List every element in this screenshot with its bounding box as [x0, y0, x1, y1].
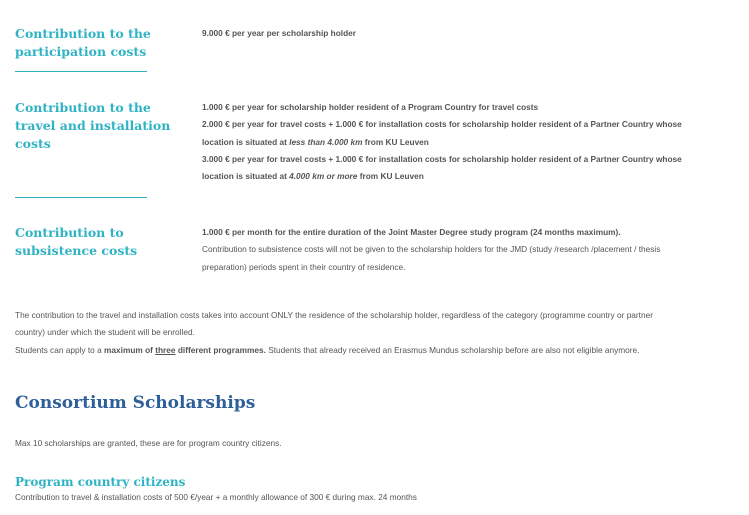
- travel-installation-desc: [202, 99, 732, 185]
- title-line: participation costs: [15, 44, 147, 59]
- title-line: travel and installation: [15, 118, 171, 133]
- divider: [15, 197, 147, 198]
- note-line: country) under which the student will be enrolled.: [15, 327, 195, 338]
- desc-line: [202, 134, 732, 151]
- program-text: Contribution to travel & installation costs of 500 €/year + a monthly allowance of 300 € during max. 24 months: [15, 492, 417, 502]
- desc-line: 3.000 € per year for travel costs + 1.000 € for installation costs for scholarship holder resident of a Partner Country whose: [202, 153, 682, 164]
- note-emphasis: maximum of: [104, 344, 156, 355]
- consortium-heading: Consortium Scholarships: [15, 393, 256, 413]
- desc-text: from KU Leuven: [357, 171, 424, 182]
- title-line: Contribution to the: [15, 26, 151, 41]
- title-line: costs: [15, 136, 51, 151]
- note-emphasis: three: [155, 344, 176, 355]
- title-line: Contribution to: [15, 225, 124, 240]
- desc-text: location is situated at: [202, 136, 290, 147]
- title-line: subsistence costs: [15, 243, 138, 258]
- desc-line: [202, 168, 732, 185]
- title-line: Contribution to the: [15, 100, 151, 115]
- desc-line: preparation) periods spent in their country of residence.: [202, 261, 406, 272]
- desc-emphasis: 4.000 km or more: [289, 171, 358, 182]
- desc-text: location is situated at: [202, 171, 290, 182]
- divider: [15, 71, 147, 72]
- program-heading: Program country citizens: [15, 475, 186, 489]
- residence-note: [15, 307, 740, 359]
- subsistence-title: [15, 224, 185, 260]
- note-line: The contribution to the travel and installation costs takes into account ONLY the residence of the scholarship holder, regardless of the category (programme country or partner: [15, 310, 653, 320]
- desc-line: Contribution to subsistence costs will not be given to the scholarship holders for the JMD (study /research /placement / thesis: [202, 244, 661, 255]
- note-line: [15, 342, 740, 359]
- note-emphasis: different programmes.: [175, 344, 266, 355]
- desc-text: from KU Leuven: [362, 136, 429, 147]
- note-text: Students can apply to a: [15, 344, 105, 355]
- travel-installation-title: [15, 99, 185, 153]
- desc-line: 2.000 € per year for travel costs + 1.000 € for installation costs for scholarship holder resident of a Partner Country whose: [202, 119, 682, 130]
- note-text: Students that already received an Erasmus Mundus scholarship before are also not eligible anymore.: [265, 344, 640, 355]
- desc-line: 9.000 € per year per scholarship holder: [202, 28, 357, 38]
- consortium-text: Max 10 scholarships are granted, these are for program country citizens.: [15, 438, 282, 448]
- participation-costs-desc: [202, 25, 732, 42]
- participation-costs-title: [15, 25, 185, 61]
- desc-line: 1.000 € per month for the entire duration of the Joint Master Degree study program (24 months maximum).: [202, 227, 621, 237]
- subsistence-desc: [202, 224, 732, 276]
- desc-emphasis: less than 4.000 km: [289, 136, 363, 147]
- desc-line: 1.000 € per year for scholarship holder resident of a Program Country for travel costs: [202, 102, 539, 112]
